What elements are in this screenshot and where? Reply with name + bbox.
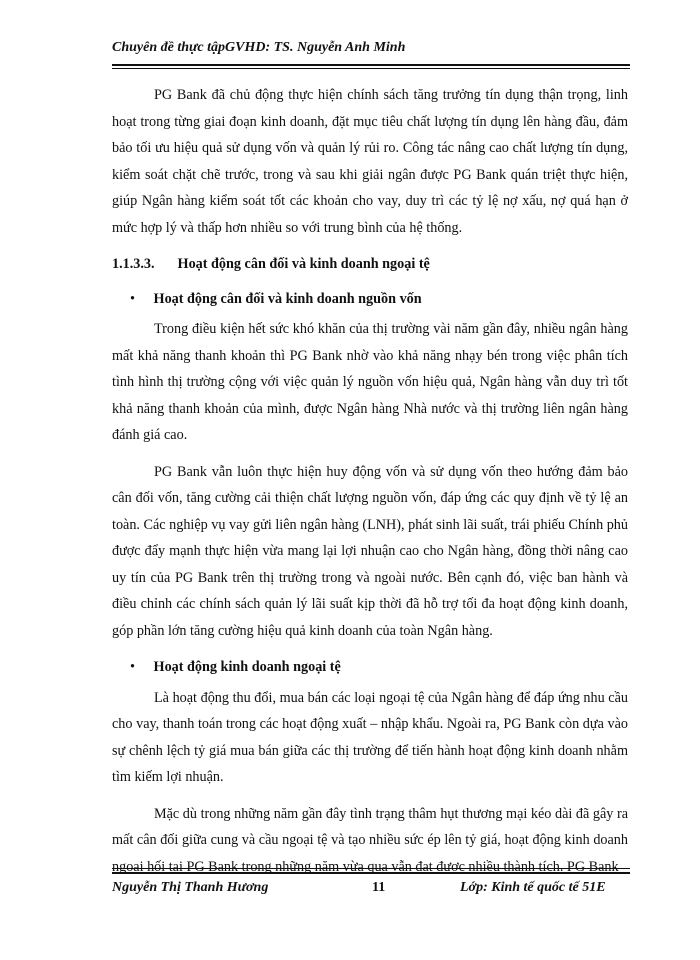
bullet-heading-capital bbox=[112, 286, 628, 313]
bullet-icon: • bbox=[130, 290, 135, 307]
page-number: 11 bbox=[372, 880, 386, 895]
paragraph-forex-definition: Là hoạt động thu đổi, mua bán các loại ngoại tệ của Ngân hàng để đáp ứng nhu cầu cho vay, thanh toán trong các hoạt động xuất – nhập khẩu. Ngoài ra, PG Bank còn dựa vào sự chênh lệch tỷ giá mua bán giữa các thị trường để tiến hành hoạt động kinh doanh nhằm tìm kiếm lợi nhuận. bbox=[112, 689, 628, 785]
header-rule bbox=[112, 64, 630, 66]
paragraph-capital-balance: PG Bank vẫn luôn thực hiện huy động vốn và sử dụng vốn theo hướng đảm bảo cân đối vốn, tăng cường cải thiện chất lượng nguồn vốn, đáp ứng các quy định về tỷ lệ an toàn. Các nghiệp vụ vay gửi liên ngân hàng (LNH), phát sinh lãi suất, trái phiếu Chính phủ được đẩy mạnh thực hiện vừa mang lại lợi nhuận cao cho Ngân hàng, đồng thời nâng cao uy tín của PG Bank trên thị trường trong và ngoài nước. Bên cạnh đó, việc ban hành và điều chỉnh các chính sách quản lý lãi suất kịp thời đã hỗ trợ tối đa hoạt động kinh doanh, góp phần lớn tăng cường hiệu quả kinh doanh của toàn Ngân hàng. bbox=[112, 463, 628, 639]
bullet-icon: • bbox=[130, 659, 135, 675]
page-body bbox=[112, 82, 628, 890]
bullet-heading-forex-text: Hoạt động kinh doanh ngoại tệ bbox=[153, 659, 341, 675]
footer-rule bbox=[112, 872, 630, 874]
section-number: 1.1.3.3. bbox=[112, 256, 155, 272]
bullet-heading-capital-text: Hoạt động cân đối và kinh doanh nguồn vốn bbox=[153, 290, 422, 307]
section-title: Hoạt động cân đối và kinh doanh ngoại tệ bbox=[177, 256, 430, 272]
page-header: Chuyên đề thực tậpGVHD: TS. Nguyễn Anh Minh bbox=[112, 40, 406, 55]
footer-author: Nguyễn Thị Thanh Hương bbox=[112, 880, 269, 895]
section-heading bbox=[112, 251, 628, 278]
paragraph-forex-performance: Mặc dù trong những năm gần đây tình trạng thâm hụt thương mại kéo dài đã gây ra mất cân đối giữa cung và cầu ngoại tệ và tạo nhiều sức ép lên tỷ giá, hoạt động kinh doanh ngoại hối tại PG Bank trong những năm vừa qua vẫn đạt được nhiều thành tích. PG Bank bbox=[112, 805, 628, 875]
footer-class: Lớp: Kinh tế quốc tế 51E bbox=[460, 880, 606, 895]
bullet-heading-forex bbox=[112, 654, 628, 681]
header-rule-thin bbox=[112, 68, 630, 69]
paragraph-liquidity: Trong điều kiện hết sức khó khăn của thị trường vài năm gần đây, nhiều ngân hàng mất khả năng thanh khoản thì PG Bank nhờ vào khả năng nhạy bén trong việc phân tích tình hình thị trường cộng với việc quản lý nguồn vốn hiệu quả, Ngân hàng vẫn duy trì tốt khả năng thanh khoản của mình, được Ngân hàng Nhà nước và thị trường liên ngân hàng đánh giá cao. bbox=[112, 321, 628, 443]
footer-rule-thin bbox=[112, 868, 630, 869]
paragraph-credit-policy: PG Bank đã chủ động thực hiện chính sách tăng trưởng tín dụng thận trọng, linh hoạt trong từng giai đoạn kinh doanh, đặt mục tiêu chất lượng tín dụng lên hàng đầu, đảm bảo tối ưu hiệu quả sử dụng vốn và quản lý rủi ro. Công tác nâng cao chất lượng tín dụng, kiểm soát chặt chẽ trước, trong và sau khi giải ngân được PG Bank quán triệt thực hiện, giúp Ngân hàng kiểm soát tốt các khoản cho vay, duy trì các tỷ lệ nợ xấu, nợ quá hạn ở mức hợp lý và thấp hơn nhiều so với trung bình của hệ thống. bbox=[112, 87, 628, 236]
